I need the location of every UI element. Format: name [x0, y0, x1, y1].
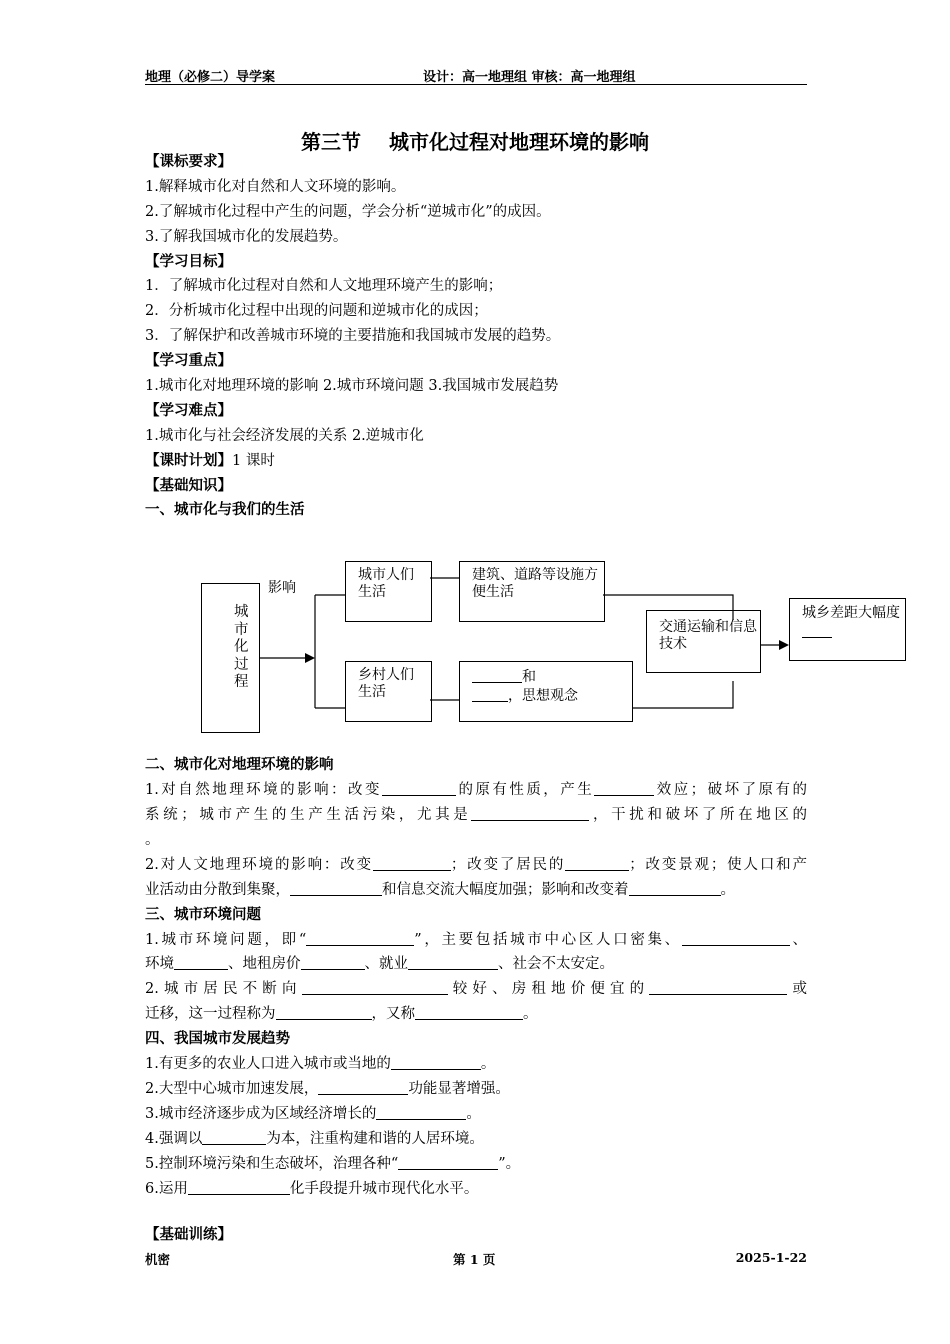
focus-text: 1.城市化对地理环境的影响 2.城市环境问题 3.我国城市发展趋势 [145, 378, 559, 395]
section-3-para-1-line-1 [145, 928, 807, 953]
text-run: 效应；破坏了原有的 [654, 782, 807, 799]
rural-result-text-1: 和 [522, 669, 536, 686]
plan-heading: 【课时计划】 [145, 452, 232, 469]
text-run: ”，主要包括城市中心区人口密集、 [414, 931, 682, 948]
text-run: 的原有性质，产生 [455, 782, 595, 799]
text-run: ；改变景观；使人口和产 [629, 856, 807, 873]
influence-arrowhead [305, 653, 315, 663]
blank[interactable] [382, 780, 456, 796]
trend-item-1 [145, 1052, 807, 1077]
section-1-heading: 一、城市化与我们的生活 [145, 502, 305, 519]
footer-page-number: 第 1 页 [453, 1252, 496, 1267]
influence-label: 影响 [268, 580, 296, 597]
text-run: ，又称 [371, 1006, 415, 1023]
section-2-para-1-line-1 [145, 778, 807, 803]
curriculum-item: 2.了解城市化过程中产生的问题，学会分析“逆城市化”的成因。 [145, 203, 551, 220]
urban-result-label: 建筑、道路等设施方便生活 [472, 567, 598, 601]
header-credits: 设计：高一地理组 审核：高一地理组 [423, 70, 636, 85]
blank[interactable] [302, 979, 448, 995]
trend-item-2 [145, 1077, 807, 1102]
rural-result-box [459, 661, 633, 722]
text-run: 或 [787, 981, 808, 998]
text-run: 、就业 [364, 956, 408, 973]
blank[interactable] [408, 954, 498, 970]
difficulty-text: 1.城市化与社会经济发展的关系 2.逆城市化 [145, 427, 424, 444]
text-run: 。 [466, 1105, 481, 1122]
section-4-heading: 四、我国城市发展趋势 [145, 1031, 290, 1048]
document-body [145, 150, 900, 1248]
curriculum-item: 3.了解我国城市化的发展趋势。 [145, 228, 348, 245]
text-run: ，干扰和破坏了所在地区的 [589, 807, 808, 824]
transport-label: 交通运输和信息技术 [659, 619, 757, 653]
footer-date: 2025-1-22 [735, 1250, 807, 1265]
blank[interactable] [649, 979, 787, 995]
title-section: 第三节 [301, 130, 361, 154]
difficulty-heading: 【学习难点】 [145, 402, 232, 419]
blank[interactable] [802, 622, 832, 638]
blank[interactable] [174, 954, 228, 970]
rural-result-text-2: ，思想观念 [508, 688, 578, 705]
section-2-para-2-line-1 [145, 853, 807, 878]
section-2-para-1-line-2 [145, 803, 807, 828]
page-header [145, 66, 807, 85]
blank[interactable] [398, 1154, 498, 1170]
blank[interactable] [682, 930, 790, 946]
trend-item-4 [145, 1127, 807, 1152]
focus-heading: 【学习重点】 [145, 353, 232, 370]
goal-item: 3．了解保护和改善城市环境的主要措施和我国城市发展的趋势。 [145, 328, 561, 345]
curriculum-heading: 【课标要求】 [145, 154, 232, 170]
blank[interactable] [318, 1079, 408, 1095]
plan-text: 1 课时 [232, 452, 275, 469]
process-box [201, 583, 260, 733]
process-box-label: 城市化过程 [234, 604, 249, 691]
urban-life-box [345, 561, 432, 622]
text-run: ”。 [498, 1155, 521, 1172]
blank[interactable] [629, 880, 721, 896]
blank[interactable] [276, 1004, 372, 1020]
trend-item-3 [145, 1102, 807, 1127]
text-run: 系统；城市产生的生产生活污染，尤其是 [145, 807, 472, 824]
blank[interactable] [376, 1104, 466, 1120]
blank[interactable] [472, 686, 508, 702]
blank[interactable] [373, 855, 451, 871]
blank[interactable] [301, 954, 365, 970]
text-run: 6.运用 [145, 1180, 188, 1197]
text-run: 较好、房租地价便宜的 [447, 981, 650, 998]
text-run: 环境 [145, 956, 174, 973]
urban-result-box [459, 561, 605, 622]
urban-rural-gap-box [789, 598, 906, 661]
blank[interactable] [306, 930, 414, 946]
rural-life-box [345, 661, 432, 722]
blank[interactable] [188, 1179, 290, 1195]
trend-item-5 [145, 1152, 807, 1177]
footer-confidential: 机密 [145, 1252, 171, 1267]
gap-arrowhead [779, 640, 789, 650]
blank[interactable] [472, 667, 522, 683]
text-run: 。 [720, 881, 735, 898]
blank[interactable] [471, 805, 589, 821]
text-run: 、地租房价 [228, 956, 301, 973]
text-run: 4.强调以 [145, 1130, 203, 1147]
urbanization-diagram [145, 523, 900, 733]
section-2-para-1-line-3: 。 [145, 832, 160, 849]
goal-item: 2．分析城市化过程中出现的问题和逆城市化的成因； [145, 303, 488, 320]
goal-item: 1．了解城市化过程对自然和人文地理环境产生的影响； [145, 278, 503, 295]
blank[interactable] [391, 1054, 481, 1070]
trend-item-6 [145, 1177, 807, 1202]
text-run: 化手段提升城市现代化水平。 [289, 1180, 479, 1197]
goals-heading: 【学习目标】 [145, 253, 232, 270]
section-3-para-2-line-1 [145, 977, 807, 1002]
text-run: 。 [523, 1006, 538, 1023]
basics-heading: 【基础知识】 [145, 477, 232, 494]
gap-label: 城乡差距大幅度 [802, 605, 900, 622]
section-3-heading: 三、城市环境问题 [145, 906, 261, 923]
text-run: 迁移，这一过程称为 [145, 1006, 276, 1023]
text-run: 、 [789, 931, 807, 948]
section-2-para-2-line-2 [145, 878, 807, 903]
text-run: 为本，注重构建和谐的人居环境。 [266, 1130, 484, 1147]
text-run: 1.对自然地理环境的影响：改变 [145, 782, 382, 799]
curriculum-item: 1.解释城市化对自然和人文环境的影响。 [145, 178, 406, 195]
section-3-para-1-line-2 [145, 952, 807, 977]
text-run: 业活动由分散到集聚， [145, 881, 290, 898]
text-run: 1.有更多的农业人口进入城市或当地的 [145, 1056, 391, 1073]
text-run: 3.城市经济逐步成为区域经济增长的 [145, 1105, 377, 1122]
text-run: 2.对人文地理环境的影响：改变 [145, 856, 373, 873]
urban-life-label: 城市人们生活 [358, 567, 414, 601]
text-run: 2.大型中心城市加速发展， [145, 1080, 319, 1097]
text-run: 。 [480, 1056, 496, 1073]
text-run: 5.控制环境污染和生态破坏，治理各种“ [145, 1155, 399, 1172]
rural-to-transport-line [633, 681, 733, 708]
title-name: 城市化过程对地理环境的影响 [389, 130, 649, 154]
blank[interactable] [290, 880, 382, 896]
text-run: 和信息交流大幅度加强；影响和改变着 [382, 881, 629, 898]
blank[interactable] [565, 855, 629, 871]
blank[interactable] [594, 780, 654, 796]
training-heading: 【基础训练】 [145, 1227, 232, 1244]
text-run: 1.城市环境问题，即“ [145, 931, 307, 948]
rural-life-label: 乡村人们生活 [358, 667, 414, 701]
text-run: 2.城市居民不断向 [145, 981, 302, 998]
text-run: 功能显著增强。 [408, 1080, 510, 1097]
section-3-para-2-line-2 [145, 1002, 807, 1027]
section-2-heading: 二、城市化对地理环境的影响 [145, 757, 334, 774]
text-run: ；改变了居民的 [450, 856, 566, 873]
header-course: 地理（必修二）导学案 [145, 70, 276, 85]
blank[interactable] [415, 1004, 523, 1020]
text-run: 、社会不太安定。 [498, 956, 614, 973]
blank[interactable] [202, 1129, 266, 1145]
transport-box [646, 610, 761, 673]
